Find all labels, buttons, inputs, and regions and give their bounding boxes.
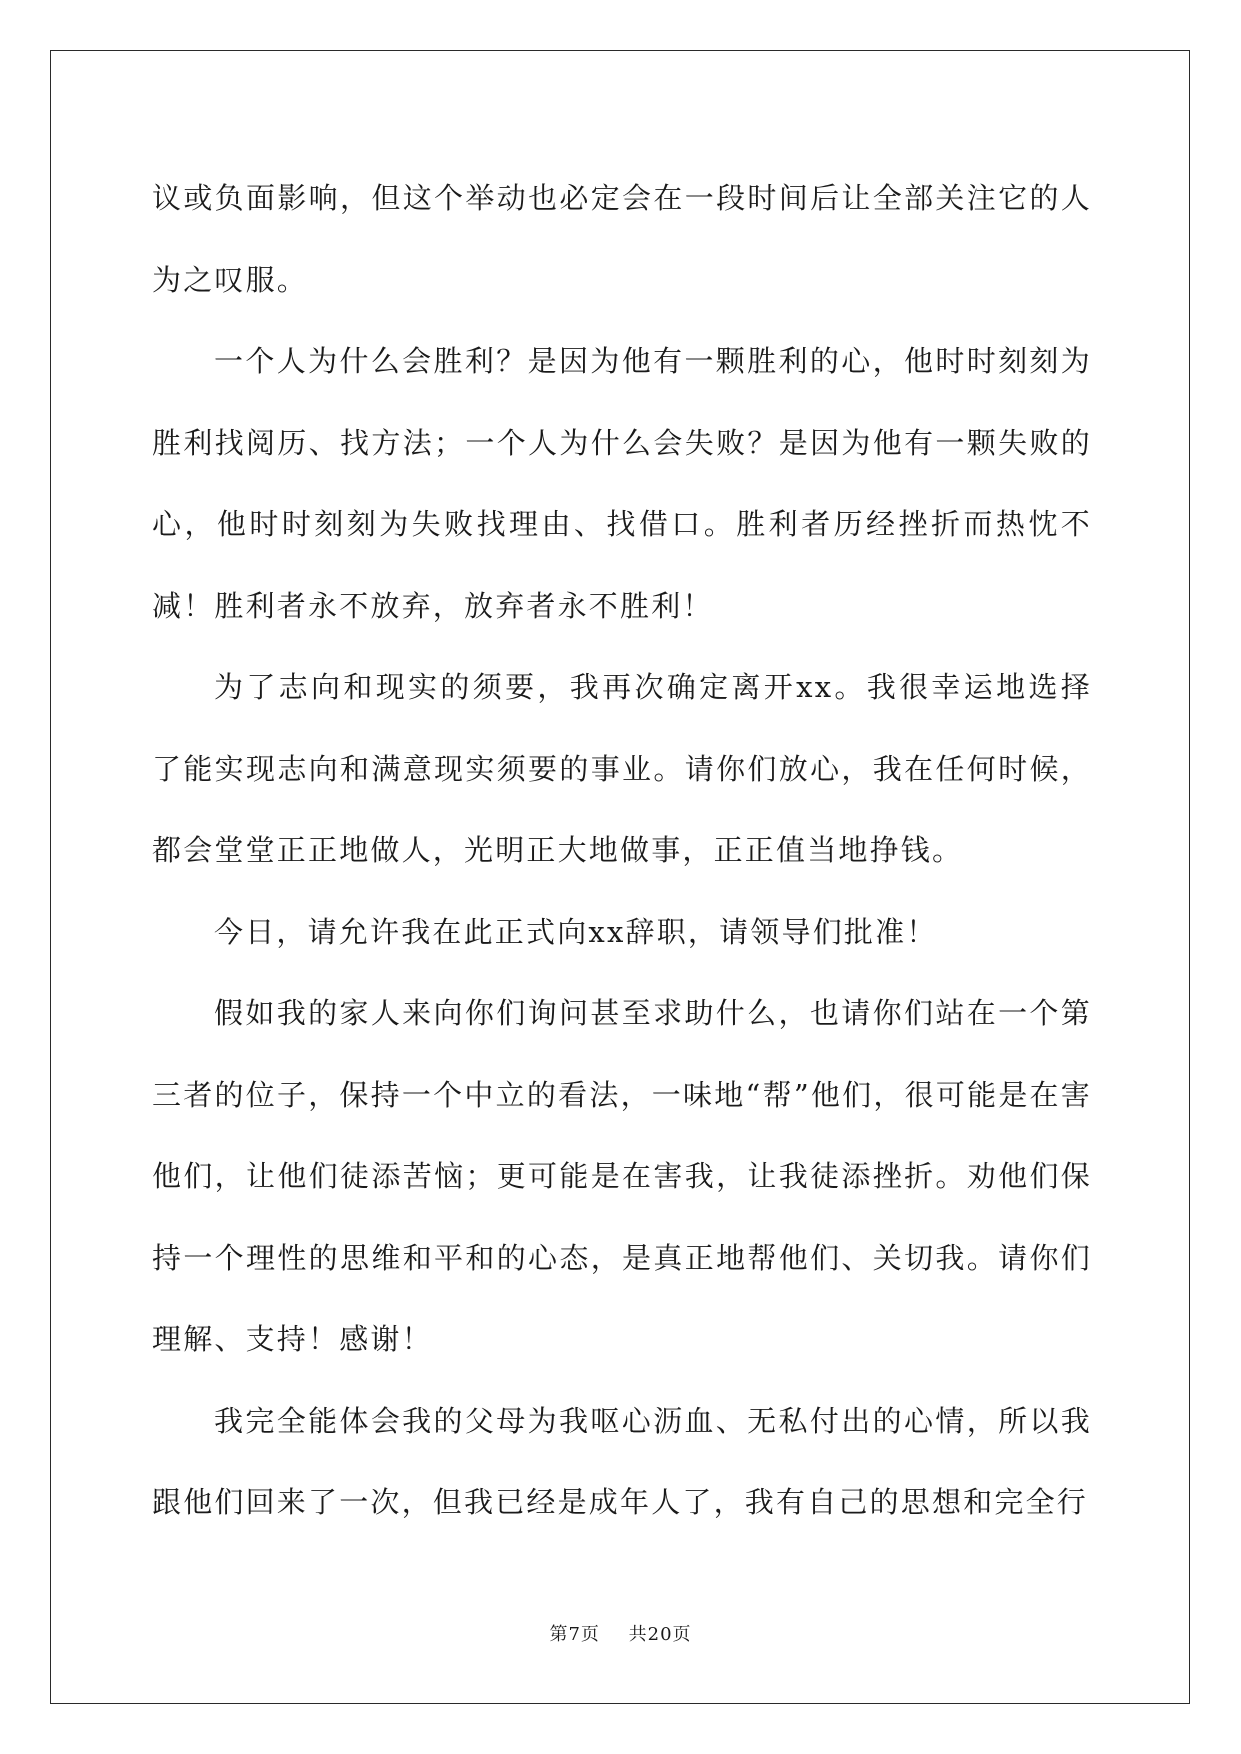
paragraph-4: 今日，请允许我在此正式向xx辞职，请领导们批准！ (214, 914, 938, 949)
paragraph-1: 议或负面影响，但这个举动也必定会在一段时间后让全部关注它的人为之叹服。 (152, 181, 1092, 297)
document-body (152, 158, 1092, 1544)
page-total: 共20页 (628, 1624, 692, 1645)
paragraph-3: 为了志向和现实的须要，我再次确定离开xx。我很幸运地选择了能实现志向和满意现实须要的事业。请你们放心，我在任何时候，都会堂堂正正地做人，光明正大地做事，正正值当地挣钱。 (152, 670, 1092, 867)
paragraph-6: 我完全能体会我的父母为我呕心沥血、无私付出的心情，所以我跟他们回来了一次，但我已经是成年人了，我有自己的思想和完全行 (152, 1403, 1092, 1519)
page-footer (0, 1620, 1241, 1646)
page-number: 第7页 (549, 1624, 600, 1645)
paragraph-5: 假如我的家人来向你们询问甚至求助什么，也请你们站在一个第三者的位子，保持一个中立的看法，一味地“帮”他们，很可能是在害他们，让他们徒添苦恼；更可能是在害我，让我徒添挫折。劝他们保持一个理性的思维和平和的心态，是真正地帮他们、关切我。请你们理解、支持！感谢！ (152, 996, 1092, 1356)
paragraph-2: 一个人为什么会胜利？是因为他有一颗胜利的心，他时时刻刻为胜利找阅历、找方法；一个人为什么会失败？是因为他有一颗失败的心，他时时刻刻为失败找理由、找借口。胜利者历经挫折而热忱不减！胜利者永不放弃，放弃者永不胜利！ (152, 344, 1092, 623)
